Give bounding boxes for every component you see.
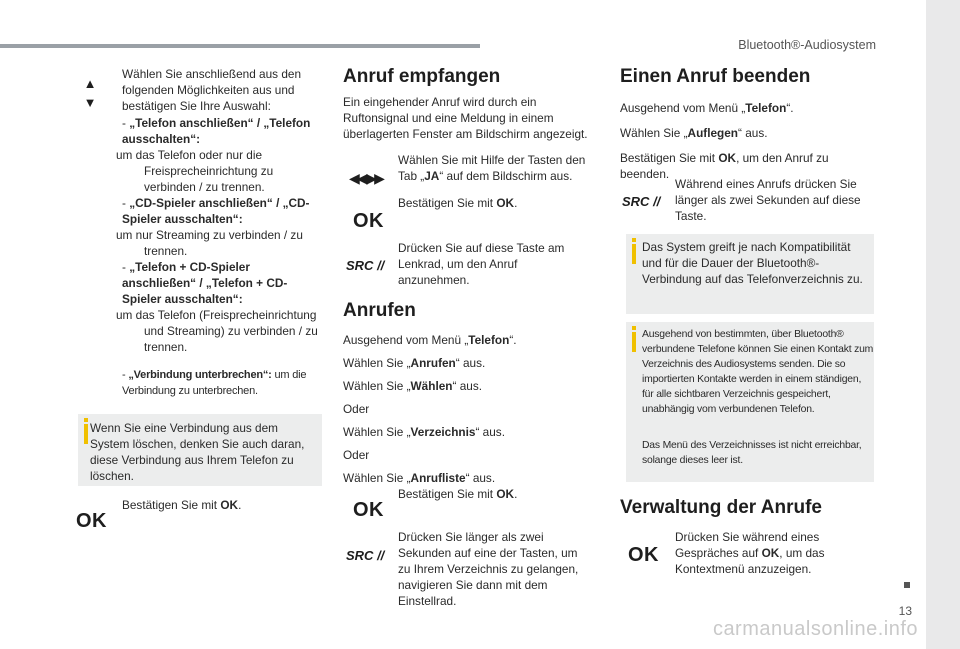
call-step-1: Ausgehend vom Menü „Telefon“.	[343, 333, 517, 347]
info-icon	[632, 244, 636, 264]
note-box-delete	[78, 414, 322, 486]
or-text-2: Oder	[343, 448, 370, 462]
option-2-desc: um nur Streaming zu verbinden / zu trennen.	[116, 228, 303, 258]
or-text-1: Oder	[343, 402, 370, 416]
section-title-anruf-beenden: Einen Anruf beenden	[620, 66, 811, 87]
right-arrows-icon: ▶▶	[366, 170, 382, 186]
side-strip	[926, 0, 960, 649]
col2-step-confirm: Bestätigen Sie mit OK.	[398, 487, 518, 501]
intro-text: Wählen Sie anschließend aus den folgenden Möglichkeiten aus und bestätigen Sie Ihre Auswahl:	[122, 67, 302, 113]
note-text: Wenn Sie eine Verbindung aus dem System löschen, denken Sie auch daran, diese Verbindung aus Ihrem Telefon zu löschen.	[90, 421, 305, 483]
col2-step2: Bestätigen Sie mit OK.	[398, 196, 518, 210]
option-2: - „CD-Spieler anschließen“ / „CD-Spieler ausschalten“:	[122, 196, 310, 226]
col2-step-directory: Drücken Sie länger als zwei Sekunden auf eine der Tasten, um zu Ihrem Verzeichnis zu gelangen, navigieren Sie dann mit dem Einstellrad.	[398, 530, 579, 608]
ok-button-icon: OK	[628, 544, 659, 566]
up-arrow-icon: ▲	[83, 76, 97, 91]
page-number: 13	[898, 604, 912, 618]
call-step-5: Wählen Sie „Anrufliste“ aus.	[343, 471, 496, 485]
ok-button-icon: OK	[76, 510, 107, 532]
up-down-arrows-icon	[82, 76, 98, 111]
call-step-4: Wählen Sie „Verzeichnis“ aus.	[343, 425, 505, 439]
section-title-anrufen: Anrufen	[343, 300, 416, 321]
col2-step1: Wählen Sie mit Hilfe der Tasten den Tab „JA“ auf dem Bildschirm aus.	[398, 153, 586, 183]
section-title-anruf-empfangen: Anruf empfangen	[343, 66, 501, 87]
note-box-contacts: Ausgehend von bestimmten, über Bluetooth® verbundene Telefone können Sie einen Kontakt zum Verzeichnis des Audiosystems senden. Die so importierten Kontakte werden in einem ständigen, für alle sichtbaren Verzeichnis gespeichert, unabhängig vom verbundenen Telefon. Das Menü des Verzeichnisses ist nicht erreichbar, solange dieses leer ist.	[626, 322, 874, 482]
option-1: - „Telefon anschließen“ / „Telefon ausschalten“:	[122, 116, 311, 146]
left-right-arrows-icon	[349, 170, 382, 186]
col1-intro	[122, 66, 318, 114]
col3-context-menu: Drücken Sie während eines Gespräches auf OK, um das Kontextmenü anzuzeigen.	[675, 530, 825, 576]
call-step-2: Wählen Sie „Anrufen“ aus.	[343, 356, 486, 370]
ok-button-icon: OK	[353, 210, 384, 232]
col2-step3: Drücken Sie auf diese Taste am Lenkrad, um den Anruf anzunehmen.	[398, 241, 565, 287]
info-icon	[84, 424, 88, 444]
option-1-desc: um das Telefon oder nur die Freisprecheinrichtung zu verbinden / zu trennen.	[116, 148, 274, 194]
watermark: carmanualsonline.info	[712, 618, 918, 640]
src-button-icon: SRC //	[346, 258, 385, 273]
option-4: - „Verbindung unterbrechen“: um die Verbindung zu unterbrechen.	[122, 369, 307, 397]
src-button-icon: SRC //	[622, 194, 661, 209]
call-step-3: Wählen Sie „Wählen“ aus.	[343, 379, 483, 393]
page-marker	[904, 582, 910, 588]
down-arrow-icon: ▼	[83, 95, 97, 110]
option-3: - „Telefon + CD-Spieler anschließen“ / „Telefon + CD-Spieler ausschalten“:	[122, 260, 288, 306]
option-3-desc: um das Telefon (Freisprecheinrichtung und Streaming) zu verbinden / zu trennen.	[116, 308, 318, 354]
option-3-desc-wrap	[116, 307, 320, 355]
col3-hold-key: Während eines Anrufs drücken Sie länger als zwei Sekunden auf diese Taste.	[675, 177, 861, 223]
col1-confirm: Bestätigen Sie mit OK.	[122, 498, 242, 512]
page-header: Bluetooth®-Audiosystem	[738, 38, 876, 52]
info-icon	[632, 332, 636, 352]
col2-p1: Ein eingehender Anruf wird durch ein Ruftonsignal und eine Meldung in einem überlagerten Fenster am Bildschirm angezeigt.	[343, 95, 588, 141]
src-button-icon: SRC //	[346, 548, 385, 563]
col1-options	[122, 115, 322, 147]
option-1-desc-wrap	[116, 147, 320, 195]
left-arrows-icon: ◀◀	[349, 170, 365, 186]
header-rule	[0, 44, 480, 48]
col3-end: Ausgehend vom Menü „Telefon“. Wählen Sie „Auflegen“ aus. Bestätigen Sie mit OK, um den Anruf zu beenden.	[620, 101, 829, 181]
option-2-desc-wrap	[116, 227, 320, 259]
col2-calls	[343, 332, 603, 486]
note-box-compat: Das System greift je nach Kompatibilität und für die Dauer der Bluetooth®-Verbindung auf das Telefonverzeichnis zu.	[626, 234, 874, 314]
section-title-verwaltung: Verwaltung der Anrufe	[620, 497, 822, 518]
ok-button-icon: OK	[353, 499, 384, 521]
